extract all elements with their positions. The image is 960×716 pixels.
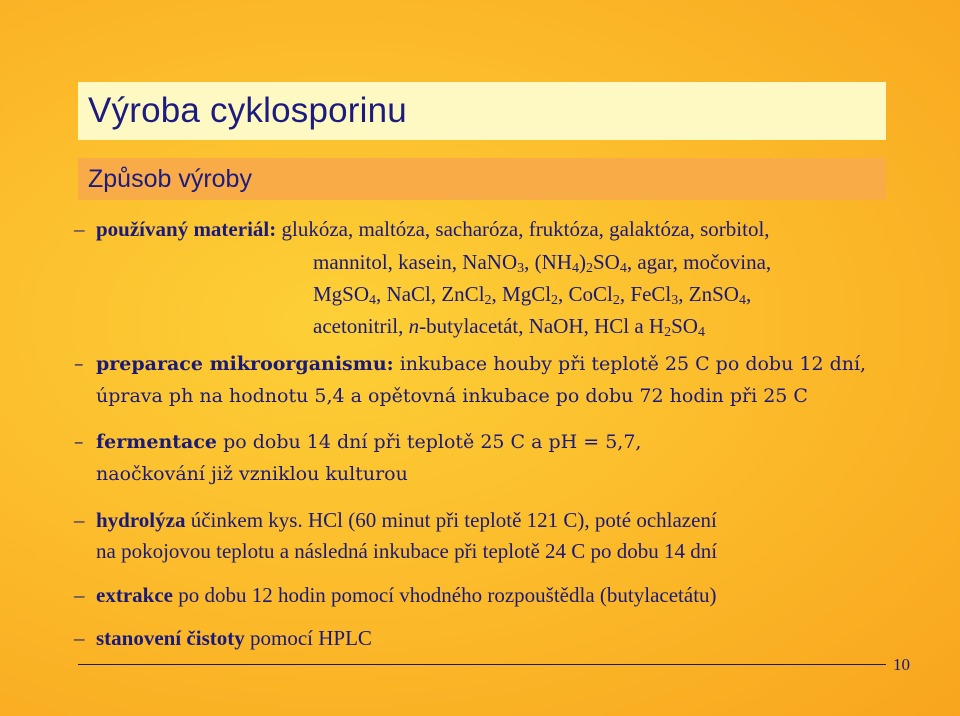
preparation-line-2: úprava ph na hodnotu 5,4 a opětovná inkubace po dobu 72 hodin při 25 C — [96, 385, 808, 407]
bullet-text: po dobu 14 dní při teplotě 25 C a pH = 5,7, — [217, 431, 642, 453]
bullet-material — [74, 217, 770, 242]
bullet-label: extrakce — [96, 583, 173, 607]
slide-title: Výroba cyklosporinu — [88, 91, 407, 130]
bullet-dash: – — [74, 583, 85, 607]
title-bar — [78, 82, 886, 140]
bullet-hydrolysis — [74, 508, 717, 533]
footer-divider — [78, 664, 886, 665]
bullet-text: po dobu 12 hodin pomocí vhodného rozpouštědla (butylacetátu) — [172, 583, 717, 607]
bullet-label: stanovení čistoty — [96, 626, 245, 650]
page-number: 10 — [893, 655, 910, 674]
fermentation-line-2: naočkování již vzniklou kulturou — [96, 463, 408, 485]
material-line-4: acetonitril, n-butylacetát, NaOH, HCl a $H_2SO_4$ — [313, 314, 705, 340]
bullet-label: používaný materiál: — [96, 217, 277, 241]
bullet-extraction — [74, 583, 717, 608]
bullet-label: fermentace — [96, 431, 218, 453]
bullet-fermentation — [74, 431, 642, 453]
bullet-dash: – — [74, 431, 84, 453]
bullet-text: glukóza, maltóza, sacharóza, fruktóza, galaktóza, sorbitol, — [276, 217, 770, 241]
bullet-text: inkubace houby při teplotě 25 C po dobu 12 dní, — [393, 353, 867, 375]
material-line-3: MgSO$_4$, NaCl, ZnCl$_2$, MgCl$_2$, CoCl$_2$, FeCl$_3$, ZnSO$_4$, — [313, 282, 752, 308]
bullet-preparation — [74, 353, 867, 375]
material-line-2: mannitol, kasein, NaNO$_3$, $(NH_4)_2SO_4$, agar, močovina, — [313, 250, 772, 276]
bullet-dash: – — [74, 508, 85, 532]
bullet-dash: – — [74, 626, 85, 650]
slide-subtitle: Způsob výroby — [88, 164, 252, 193]
bullet-text: účinkem kys. HCl (60 minut při teplotě 121 C), poté ochlazení — [185, 508, 717, 532]
bullet-label: hydrolýza — [96, 508, 186, 532]
bullet-dash: – — [74, 217, 85, 241]
bullet-dash: – — [74, 353, 84, 375]
bullet-text: pomocí HPLC — [244, 626, 372, 650]
hydrolysis-line-2: na pokojovou teplotu a následná inkubace při teplotě 24 C po dobu 14 dní — [96, 539, 718, 563]
subtitle-bar — [78, 158, 886, 200]
bullet-purity — [74, 626, 372, 651]
bullet-label: preparace mikroorganismu: — [96, 353, 394, 375]
